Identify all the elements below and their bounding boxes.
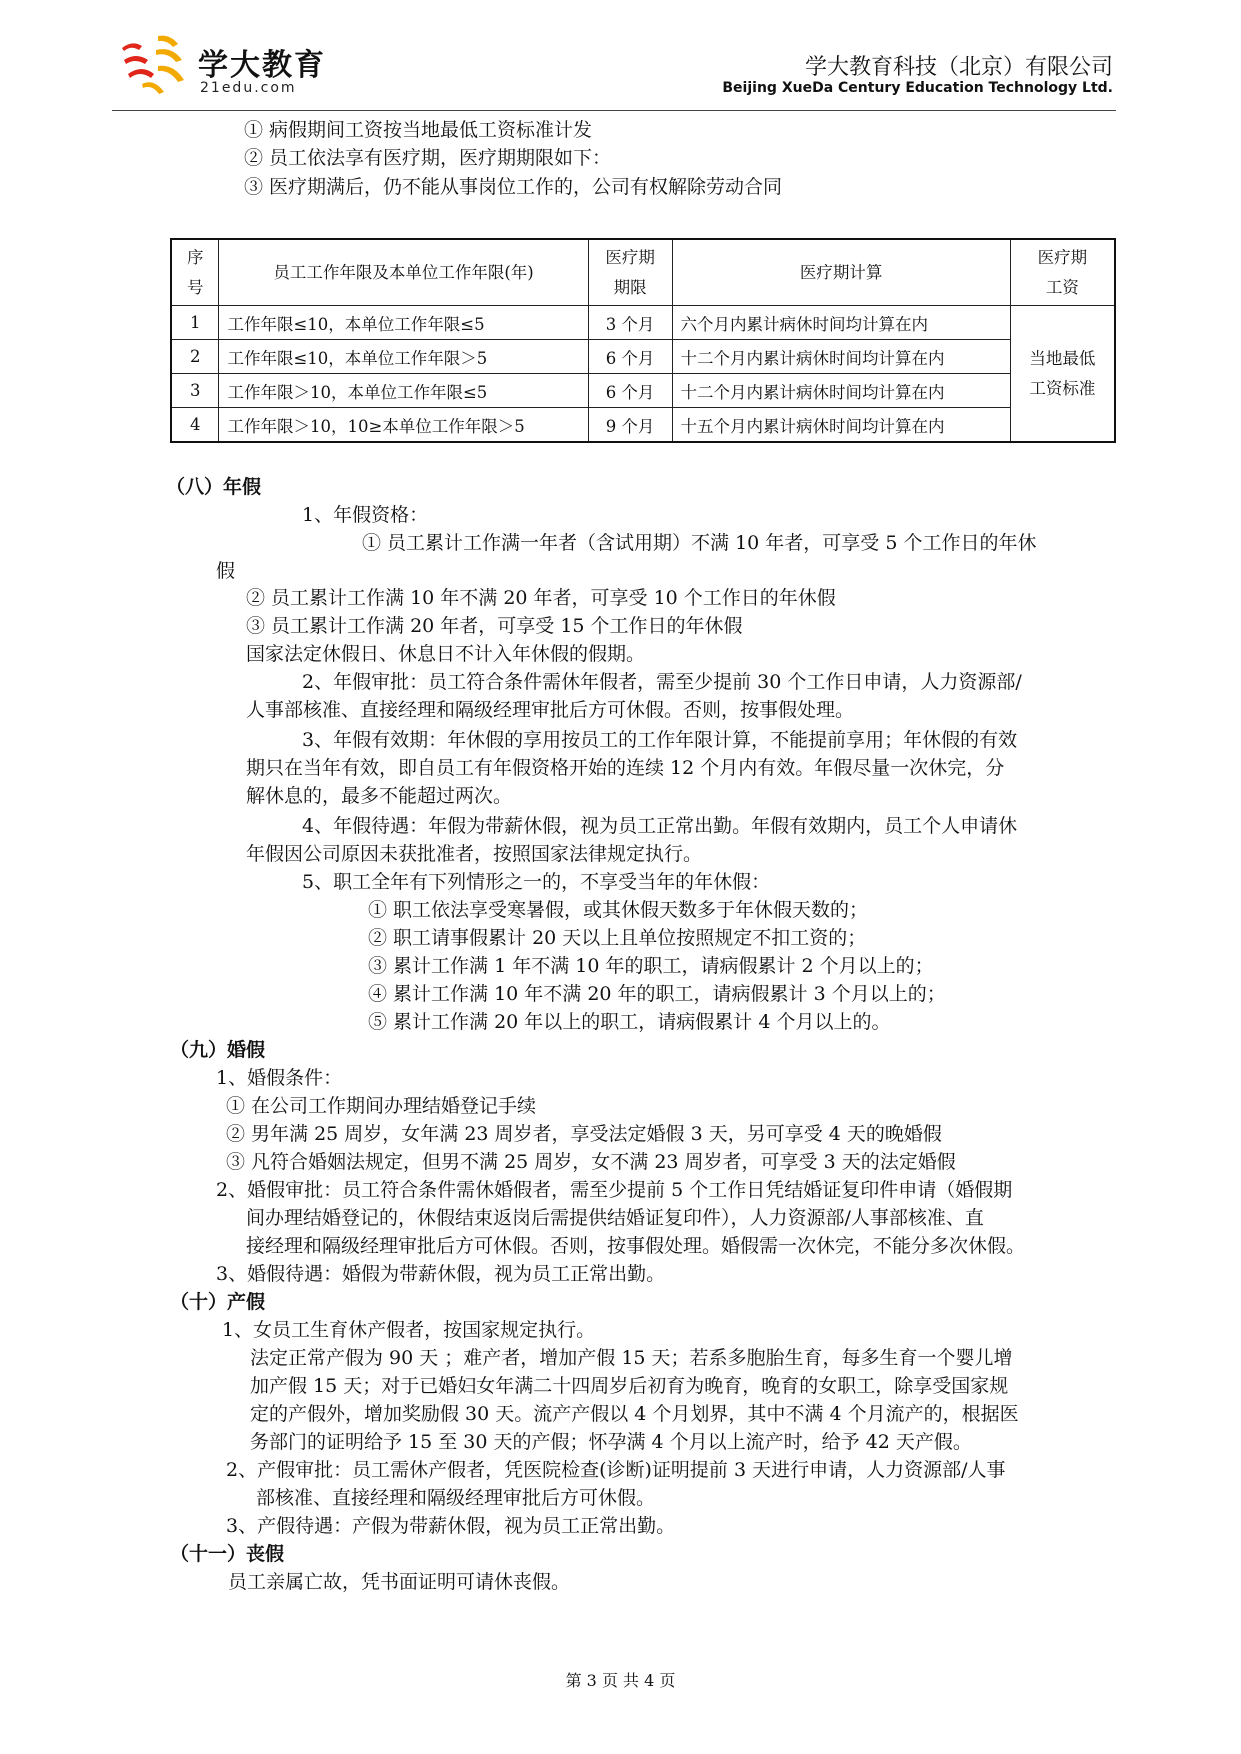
sick-item-2: ② 员工依法享有医疗期，医疗期期限如下： — [244, 147, 612, 169]
annual-line: ③ 累计工作满 1 年不满 10 年的职工，请病假累计 2 个月以上的； — [368, 955, 934, 977]
header-years: 员工工作年限及本单位工作年限(年) — [219, 239, 588, 306]
annual-line: 期只在当年有效，即自员工有年假资格开始的连续 12 个月内有效。年假尽量一次休完，分 — [246, 757, 1005, 779]
annual-line: ① 职工依法享受寒暑假，或其休假天数多于年休假天数的； — [368, 899, 869, 921]
sick-item-3: ③ 医疗期满后，仍不能从事岗位工作的，公司有权解除劳动合同 — [244, 176, 783, 198]
annual-line: 5、职工全年有下列情形之一的，不享受当年的年休假： — [302, 871, 771, 893]
annual-line: 人事部核准、直接经理和隔级经理审批后方可休假。否则，按事假处理。 — [246, 699, 855, 721]
marriage-line: 接经理和隔级经理审批后方可休假。否则，按事假处理。婚假需一次休完，不能分多次休假。 — [246, 1235, 1026, 1257]
row-no: 3 — [171, 374, 219, 408]
logo-chinese-name: 学大教育 — [198, 48, 326, 83]
annual-line: 解休息的，最多不能超过两次。 — [246, 785, 513, 807]
row-no: 2 — [171, 340, 219, 374]
maternity-line: 法定正常产假为 90 天 ；难产者，增加产假 15 天；若系多胞胎生育，每多生育一个婴儿增 — [250, 1347, 1013, 1369]
section-marriage-title: （九）婚假 — [170, 1039, 266, 1061]
header-wage-line1: 医疗期 — [1037, 247, 1088, 267]
sunburst-icon — [118, 30, 194, 102]
section-funeral-title: （十一）丧假 — [170, 1543, 285, 1565]
annual-line: ④ 累计工作满 10 年不满 20 年的职工，请病假累计 3 个月以上的； — [368, 983, 946, 1005]
header-no: 序号 — [171, 239, 219, 306]
table-row — [171, 374, 1115, 408]
annual-line: 2、年假审批：员工符合条件需休年假者，需至少提前 30 个工作日申请，人力资源部/ — [302, 671, 1022, 693]
table-row — [171, 340, 1115, 374]
wage-line1: 当地最低 — [1029, 348, 1096, 368]
company-name-chinese: 学大教育科技（北京）有限公司 — [804, 55, 1113, 80]
marriage-line: ① 在公司工作期间办理结婚登记手续 — [226, 1095, 537, 1117]
marriage-line: ③ 凡符合婚姻法规定，但男不满 25 周岁，女不满 23 周岁者，可享受 3 天的法定婚假 — [226, 1151, 956, 1173]
marriage-line: 间办理结婚登记的，休假结束返岗后需提供结婚证复印件），人力资源部/人事部核准、直 — [246, 1207, 984, 1229]
row-no: 1 — [171, 306, 219, 340]
maternity-line: 定的产假外，增加奖励假 30 天。流产产假以 4 个月划界，其中不满 4 个月流产的，根据医 — [250, 1403, 1019, 1425]
row-no: 4 — [171, 408, 219, 443]
row-years: 工作年限≤10，本单位工作年限≤5 — [219, 306, 588, 340]
header-wage — [1010, 239, 1115, 306]
annual-line: 国家法定休假日、休息日不计入年休假的假期。 — [246, 643, 646, 665]
header-wage-line2: 工资 — [1045, 277, 1079, 297]
row-period: 9 个月 — [588, 408, 672, 443]
row-calc: 十二个月内累计病休时间均计算在内 — [672, 340, 1010, 374]
annual-line: ⑤ 累计工作满 20 年以上的职工，请病假累计 4 个月以上的。 — [368, 1011, 891, 1033]
maternity-line: 1、女员工生育休产假者，按国家规定执行。 — [222, 1319, 596, 1341]
row-years: 工作年限＞10，本单位工作年限≤5 — [219, 374, 588, 408]
marriage-line: 2、婚假审批：员工符合条件需休婚假者，需至少提前 5 个工作日凭结婚证复印件申请（婚假期 — [216, 1179, 1013, 1201]
wage-cell — [1010, 306, 1115, 443]
marriage-line: 1、婚假条件： — [216, 1067, 343, 1089]
annual-line: 假 — [216, 560, 236, 582]
marriage-line: 3、婚假待遇：婚假为带薪休假，视为员工正常出勤。 — [216, 1263, 666, 1285]
row-calc: 十五个月内累计病休时间均计算在内 — [672, 408, 1010, 443]
maternity-line: 务部门的证明给予 15 至 30 天的产假；怀孕满 4 个月以上流产时，给予 42 天产假。 — [250, 1431, 972, 1453]
annual-line: 年假因公司原因未获批准者，按照国家法律规定执行。 — [246, 843, 703, 865]
maternity-line: 2、产假审批：员工需休产假者，凭医院检查(诊断)证明提前 3 天进行申请，人力资源部/人事 — [226, 1459, 1006, 1481]
annual-line: ② 员工累计工作满 10 年不满 20 年者，可享受 10 个工作日的年休假 — [246, 587, 836, 609]
company-name-english: Beijing XueDa Century Education Technology Ltd. — [722, 80, 1113, 96]
annual-line: ① 员工累计工作满一年者（含试用期）不满 10 年者，可享受 5 个工作日的年休 — [362, 532, 1037, 554]
annual-line: 3、年假有效期：年休假的享用按员工的工作年限计算，不能提前享用；年休假的有效 — [302, 729, 1018, 751]
row-years: 工作年限＞10，10≥本单位工作年限＞5 — [219, 408, 588, 443]
row-period: 6 个月 — [588, 374, 672, 408]
row-calc: 六个月内累计病休时间均计算在内 — [672, 306, 1010, 340]
header-calc: 医疗期计算 — [672, 239, 1010, 306]
page-number: 第 3 页 共 4 页 — [565, 1671, 676, 1690]
wage-line2: 工资标准 — [1029, 378, 1096, 398]
sick-item-1: ① 病假期间工资按当地最低工资标准计发 — [244, 119, 593, 141]
maternity-line: 加产假 15 天；对于已婚妇女年满二十四周岁后初育为晚育，晚育的女职工，除享受国家规 — [250, 1375, 1009, 1397]
funeral-line: 员工亲属亡故，凭书面证明可请休丧假。 — [228, 1571, 571, 1593]
maternity-line: 3、产假待遇：产假为带薪休假，视为员工正常出勤。 — [226, 1515, 676, 1537]
table-row — [171, 408, 1115, 443]
medical-period-table — [170, 238, 1116, 443]
table-header-row — [171, 239, 1115, 306]
annual-line: 4、年假待遇：年假为带薪休假，视为员工正常出勤。年假有效期内，员工个人申请休 — [302, 815, 1018, 837]
section-annual-title: （八）年假 — [166, 476, 262, 498]
annual-line: ② 职工请事假累计 20 天以上且单位按照规定不扣工资的； — [368, 927, 867, 949]
row-period: 6 个月 — [588, 340, 672, 374]
row-period: 3 个月 — [588, 306, 672, 340]
company-logo — [118, 30, 338, 102]
maternity-line: 部核准、直接经理和隔级经理审批后方可休假。 — [256, 1487, 656, 1509]
annual-line: ③ 员工累计工作满 20 年者，可享受 15 个工作日的年休假 — [246, 615, 743, 637]
annual-line: 1、年假资格： — [302, 504, 429, 526]
row-years: 工作年限≤10，本单位工作年限＞5 — [219, 340, 588, 374]
header-period-line1: 医疗期 — [605, 247, 655, 267]
header-divider — [112, 110, 1116, 111]
header-period — [588, 239, 672, 306]
logo-domain: 21edu.com — [200, 80, 297, 96]
row-calc: 十二个月内累计病休时间均计算在内 — [672, 374, 1010, 408]
marriage-line: ② 男年满 25 周岁，女年满 23 周岁者，享受法定婚假 3 天，另可享受 4 天的晚婚假 — [226, 1123, 942, 1145]
header-period-line2: 期限 — [613, 277, 647, 297]
table-row — [171, 306, 1115, 340]
section-maternity-title: （十）产假 — [170, 1291, 266, 1313]
